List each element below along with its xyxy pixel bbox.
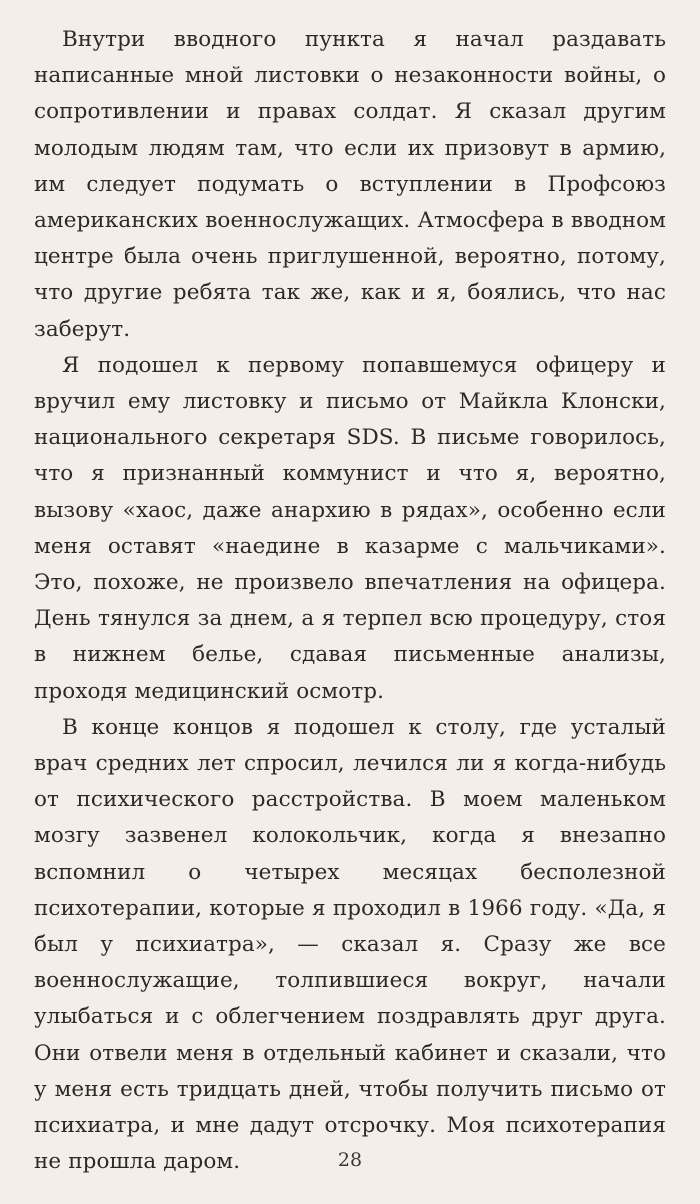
book-page: [34, 22, 666, 1182]
paragraph-3: В конце концов я подошел к столу, где усталый врач средних лет спросил, лечился ли я когда-нибудь от психического расстройства. В моем маленьком мозгу зазвенел колокольчик, когда я внезапно вспомнил о четырех месяцах бесполезной психотерапии, которые я проходил в 1966 году. «Да, я был у психиатра», — сказал я. Сразу же все военнослужащие, толпившиеся вокруг, начали улыбаться и с облегчением поздравлять друг друга. Они отвели меня в отдельный кабинет и сказали, что у меня есть тридцать дней, чтобы получить письмо от психиатра, и мне дадут отсрочку. Моя психотерапия не прошла даром.: [34, 714, 666, 1175]
body-text: [34, 22, 666, 1181]
page-number: 28: [337, 1149, 363, 1171]
paragraph-2: Я подошел к первому попавшемуся офицеру и вручил ему листовку и письмо от Майкла Клонски, национального секретаря SDS. В письме говорилось, что я признанный коммунист и что я, вероятно, вызову «хаос, даже анархию в рядах», особенно если меня оставят «наедине в казарме с мальчиками». Это, похоже, не произвело впечатления на офицера. День тянулся за днем, а я терпел всю процедуру, стоя в нижнем белье, сдавая письменные анализы, проходя медицинский осмотр.: [34, 352, 666, 704]
paragraph-1: Внутри вводного пункта я начал раздавать написанные мной листовки о незаконности войны, о сопротивлении и правах солдат. Я сказал другим молодым людям там, что если их призовут в армию, им следует подумать о вступлении в Профсоюз американских военнослужащих. Атмосфера в вводном центре была очень приглушенной, вероятно, потому, что другие ребята так же, как и я, боялись, что нас заберут.: [34, 27, 666, 342]
